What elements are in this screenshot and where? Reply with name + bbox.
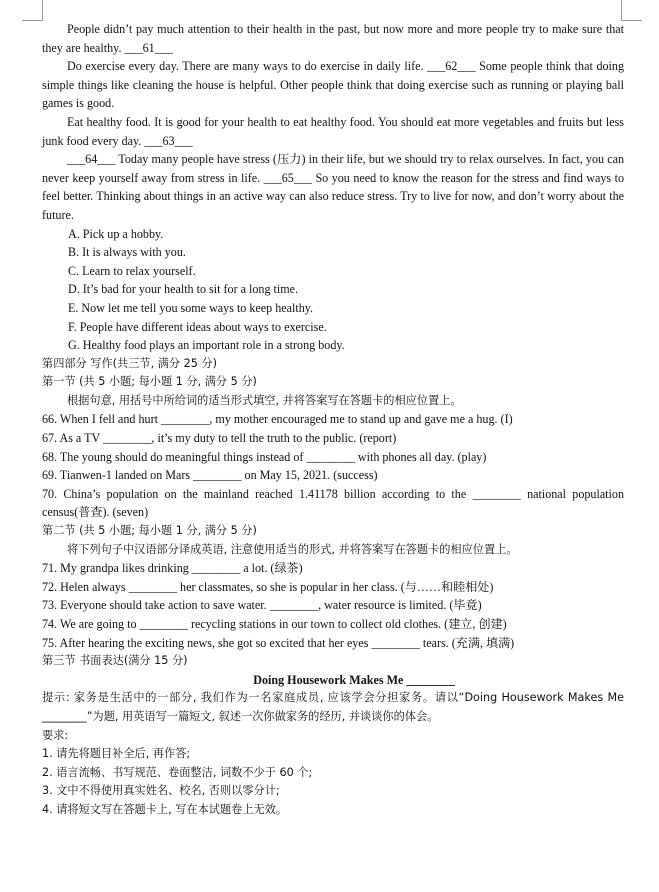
requirement-4: 4. 请将短文写在答题卡上, 写在本试题卷上无效。 (42, 802, 288, 816)
option-f: F. People have different ideas about ways to exercise. (68, 319, 327, 334)
question-73: 73. Everyone should take action to save water. ________, water resource is limited. (毕竟) (42, 598, 482, 613)
option-c: C. Learn to relax yourself. (68, 263, 196, 278)
option-a: A. Pick up a hobby. (68, 226, 164, 241)
question-68: 68. The young should do meaningful things instead of ________ with phones all day. (play) (42, 449, 487, 464)
question-67: 67. As a TV ________, it’s my duty to tell the truth to the public. (report) (42, 431, 397, 446)
question-72: 72. Helen always ________ her classmates, so she is popular in her class. (与……和睦相处) (42, 579, 494, 594)
requirement-3: 3. 文中不得使用真实姓名、校名, 否则以零分计; (42, 784, 280, 798)
option-d: D. It’s bad for your health to sit for a long time. (68, 282, 299, 297)
section3-heading: 第三节 书面表达(满分 15 分) (42, 654, 188, 668)
question-70: 70. China’s population on the mainland reached 1.41178 billion according to the ________ national population census(普查). (seven) (42, 486, 624, 520)
reading-paragraph-3: Eat healthy food. It is good for your health to eat healthy food. You should eat more vegetables and fruits but less junk food every day. ___63___ (42, 114, 624, 148)
question-66: 66. When I fell and hurt ________, my mother encouraged me to stand up and gave me a hug. (I) (42, 412, 513, 427)
reading-paragraph-2: Do exercise every day. There are many ways to do exercise in daily life. ___62___ Some people think that doing simple things like cleaning the house is helpful. Other people think that doing exercise such as running or playing ball games is good. (42, 59, 624, 111)
question-71: 71. My grandpa likes drinking ________ a lot. (绿茶) (42, 561, 303, 576)
option-b: B. It is always with you. (68, 245, 186, 260)
reading-paragraph-4: ___64___ Today many people have stress (压力) in their life, but we should try to relax ourselves. In fact, you can never keep yourself away from stress in life. ___65___ So you need to know the reason for the stress and find ways to feel better. Thinking about things in an active way can also reduce stress. Try to live for now, and don’t worry about the future. (42, 152, 624, 222)
crop-mark-top-left (22, 0, 43, 21)
question-74: 74. We are going to ________ recycling stations in our town to collect old clothes. (建立, 创建) (42, 617, 507, 631)
option-e: E. Now let me tell you some ways to keep healthy. (68, 300, 314, 315)
option-g: G. Healthy food plays an important role in a strong body. (68, 338, 345, 353)
essay-title: Doing Housework Makes Me ________ (253, 672, 455, 687)
page-content (42, 20, 624, 820)
requirement-1: 1. 请先将题目补全后, 再作答; (42, 747, 191, 761)
section1-heading: 第一节 (共 5 小题; 每小题 1 分, 满分 5 分) (42, 375, 257, 389)
section2-instruction: 将下列句子中汉语部分译成英语, 注意使用适当的形式, 并将答案写在答题卡的相应位置上。 (67, 542, 518, 556)
requirement-2: 2. 语言流畅、书写规范、卷面整洁, 词数不少于 60 个; (42, 765, 313, 779)
question-69: 69. Tianwen-1 landed on Mars ________ on May 15, 2021. (success) (42, 468, 378, 483)
part4-heading: 第四部分 写作(共三节, 满分 25 分) (42, 356, 217, 370)
reading-paragraph-1: People didn’t pay much attention to their health in the past, but now more and more people try to make sure that they are healthy. ___61___ (42, 22, 624, 55)
requirements-heading: 要求: (42, 728, 69, 742)
essay-prompt: 提示: 家务是生活中的一部分, 我们作为一名家庭成员, 应该学会分担家务。请以“Doing Housework Makes Me ________”为题, 用英语写一篇短文, 叙述一次你做家务的经历, 并谈谈你的体会。 (42, 691, 624, 723)
section1-instruction: 根据句意, 用括号中所给词的适当形式填空, 并将答案写在答题卡的相应位置上。 (67, 393, 462, 407)
question-75: 75. After hearing the exciting news, she got so excited that her eyes ________ tears. (充满, 填满) (42, 635, 515, 650)
section2-heading: 第二节 (共 5 小题; 每小题 1 分, 满分 5 分) (42, 524, 257, 538)
crop-mark-top-right (621, 0, 642, 21)
